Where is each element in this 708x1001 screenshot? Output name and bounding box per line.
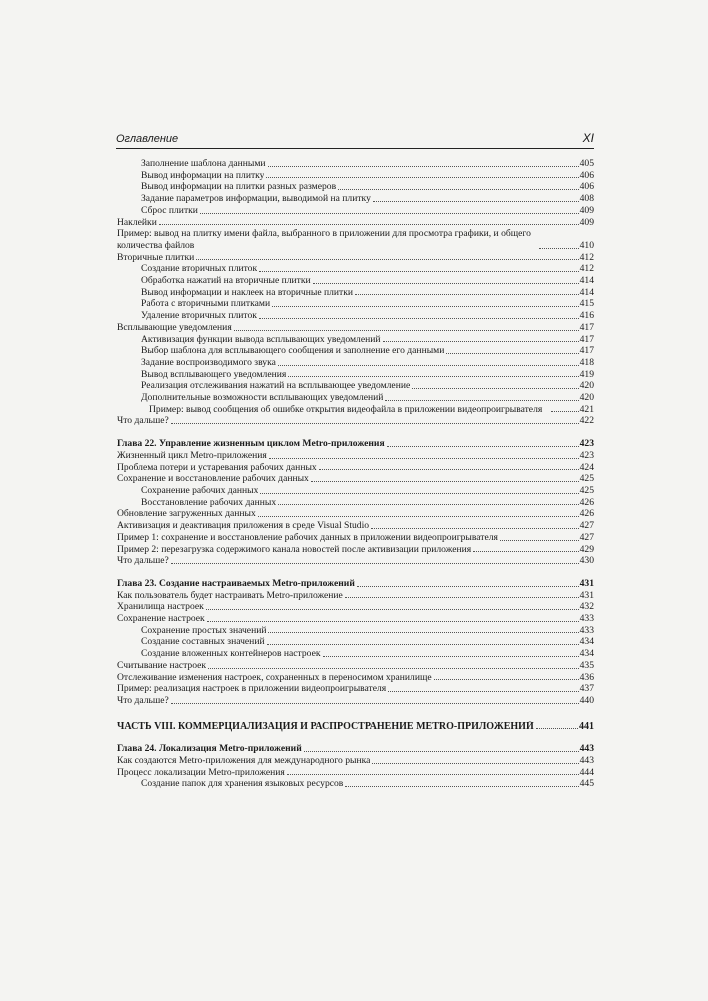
toc-entry-page: 409 — [579, 204, 594, 216]
dot-leader — [171, 423, 579, 424]
dot-leader — [388, 691, 578, 692]
toc-entry-page: 429 — [579, 543, 594, 555]
section-gap — [117, 427, 594, 438]
toc-entry — [117, 648, 594, 660]
toc-entry — [117, 310, 594, 322]
toc-entry-title: Работа с вторичными плитками — [141, 298, 271, 310]
dot-leader — [268, 166, 579, 167]
toc-entry-page: 417 — [579, 321, 594, 333]
toc-entry-title: Сохранение рабочих данных — [141, 484, 259, 496]
toc-entry — [117, 462, 594, 474]
toc-entry — [117, 636, 594, 648]
toc-entry-title: Пример: вывод на плитку имени файла, выбранного в приложении для просмотра графики, и общего количества файлов — [117, 228, 531, 251]
dot-leader — [159, 224, 579, 225]
dot-leader — [371, 528, 579, 529]
toc-entry-page: 424 — [579, 461, 594, 473]
dot-leader — [207, 621, 579, 622]
toc-entry — [117, 193, 594, 205]
toc-entry-title: Глава 24. Локализация Metro-приложений — [117, 743, 302, 755]
toc-entry-page: 431 — [579, 577, 594, 589]
dot-leader — [269, 458, 579, 459]
toc-entry-title: Сохранение простых значений — [141, 624, 267, 636]
dot-leader — [446, 353, 578, 354]
toc-chapter — [117, 578, 594, 590]
toc-entry-title: Как создаются Metro-приложения для международного рынка — [117, 755, 371, 767]
toc-entry-page: 420 — [579, 392, 594, 404]
toc-chapter — [117, 743, 594, 755]
toc-entry-title: Что дальше? — [117, 694, 169, 706]
toc-entry — [117, 275, 594, 287]
toc-entry — [117, 345, 594, 357]
toc-entry-title: Выбор шаблона для всплывающего сообщения и заполнение его данными — [141, 345, 445, 357]
toc-entry — [117, 170, 594, 182]
toc-entry — [117, 158, 594, 170]
toc-entry — [117, 508, 594, 520]
toc-entry — [117, 544, 594, 556]
section-title: Оглавление — [116, 133, 179, 145]
toc-entry-page: 423 — [579, 438, 594, 450]
toc-entry — [117, 660, 594, 672]
toc-entry — [117, 613, 594, 625]
toc-entry-page: 414 — [579, 275, 594, 287]
dot-leader — [268, 632, 578, 633]
toc-entry — [117, 252, 594, 264]
toc-entry-title: Проблема потери и устаревания рабочих данных — [117, 461, 317, 473]
dot-leader — [311, 481, 579, 482]
toc-entry-page: 444 — [579, 766, 594, 778]
toc-entry-title: Создание вложенных контейнеров настроек — [141, 648, 321, 660]
dot-leader — [323, 656, 579, 657]
toc-entry-page: 436 — [579, 671, 594, 683]
toc-entry-page: 408 — [579, 193, 594, 205]
toc-entry — [117, 485, 594, 497]
dot-leader — [355, 294, 579, 295]
dot-leader — [206, 609, 579, 610]
toc-entry-page: 426 — [579, 508, 594, 520]
dot-leader — [278, 365, 579, 366]
toc-entry-title: Вывод информации и наклеек на вторичные плитки — [141, 286, 354, 298]
toc-entry-page: 412 — [579, 263, 594, 275]
toc-entry-page: 431 — [579, 589, 594, 601]
toc-entry-page: 443 — [579, 755, 594, 767]
toc-entry-title: Задание воспроизводимого звука — [141, 356, 276, 368]
dot-leader — [288, 376, 578, 377]
toc-entry-title: Активизация и деактивация приложения в среде Visual Studio — [117, 520, 370, 532]
toc-entry — [117, 392, 594, 404]
toc-entry — [117, 778, 594, 790]
toc-entry — [117, 263, 594, 275]
toc-entry-title: Пример 1: сохранение и восстановление рабочих данных в приложении видеопроигрывателя — [117, 531, 498, 543]
toc-entry-title: Вывод всплывающего уведомления — [141, 368, 287, 380]
toc-entry-page: 427 — [579, 531, 594, 543]
dot-leader — [345, 597, 579, 598]
dot-leader — [536, 728, 578, 729]
dot-leader — [313, 283, 579, 284]
toc-entry-title: Отслеживание изменения настроек, сохраненных в переносимом хранилище — [117, 671, 432, 683]
toc-entry-page: 430 — [579, 555, 594, 567]
toc-entry-page: 409 — [579, 216, 594, 228]
dot-leader — [196, 259, 578, 260]
toc-entry-title: Пример 2: перезагрузка содержимого канала новостей после активизации приложения — [117, 543, 472, 555]
page-number: XI — [582, 131, 594, 145]
toc-entry-title: Хранилища настроек — [117, 601, 204, 613]
dot-leader — [338, 189, 578, 190]
dot-leader — [434, 679, 579, 680]
dot-leader — [387, 446, 579, 447]
toc-entry — [117, 497, 594, 509]
dot-leader — [272, 306, 579, 307]
toc-entry-title: Создание составных значений — [141, 636, 265, 648]
toc-chapter — [117, 438, 594, 450]
toc-entry-title: Глава 22. Управление жизненным циклом Metro-приложения — [117, 438, 385, 450]
dot-leader — [383, 341, 579, 342]
dot-leader — [373, 201, 579, 202]
dot-leader — [267, 644, 579, 645]
toc-entry-title: Наклейки — [117, 216, 157, 228]
toc-entry-title: Задание параметров информации, выводимой на плитку — [141, 193, 371, 205]
toc-entry — [117, 555, 594, 567]
dot-leader — [539, 248, 579, 249]
dot-leader — [412, 388, 578, 389]
dot-leader — [500, 540, 579, 541]
dot-leader — [171, 703, 579, 704]
toc-entry-title: Всплывающие уведомления — [117, 321, 232, 333]
toc-entry-page: 406 — [579, 169, 594, 181]
running-head — [116, 131, 594, 149]
toc-entry-page: 427 — [579, 520, 594, 532]
toc-entry-title: Сброс плитки — [141, 204, 198, 216]
toc-entry-title: Создание папок для хранения языковых ресурсов — [141, 778, 344, 790]
toc-entry-title: Вывод информации на плитки разных размеров — [141, 181, 337, 193]
toc-entry-title: Сохранение и восстановление рабочих данных — [117, 473, 309, 485]
toc-entry-title: Обновление загруженных данных — [117, 508, 256, 520]
dot-leader — [258, 516, 579, 517]
toc-entry-page: 433 — [579, 624, 594, 636]
toc-entry — [117, 767, 594, 779]
dot-leader — [266, 177, 578, 178]
toc-entry-page: 416 — [579, 310, 594, 322]
toc-part — [117, 721, 594, 733]
toc-entry-page: 437 — [579, 683, 594, 695]
toc-entry-page: 420 — [579, 380, 594, 392]
toc-entry — [117, 520, 594, 532]
toc-entry-page: 443 — [579, 743, 594, 755]
toc-entry-title: Процесс локализации Metro-приложения — [117, 766, 285, 778]
toc-entry-page: 414 — [579, 286, 594, 298]
toc-entry-title: Сохранение настроек — [117, 613, 205, 625]
toc-entry — [117, 217, 594, 229]
toc-entry-title: Вторичные плитки — [117, 251, 195, 263]
dot-leader — [200, 213, 579, 214]
toc-entry-title: Дополнительные возможности всплывающих уведомлений — [141, 392, 384, 404]
dot-leader — [234, 330, 579, 331]
toc-entry — [117, 287, 594, 299]
toc-entry-title: Обработка нажатий на вторичные плитки — [141, 275, 311, 287]
toc-entry — [117, 298, 594, 310]
dot-leader — [319, 469, 579, 470]
toc-entry-title: Восстановление рабочих данных — [141, 496, 277, 508]
section-gap — [117, 732, 594, 743]
toc-entry-page: 426 — [579, 496, 594, 508]
toc-entry — [117, 473, 594, 485]
toc-entry-page: 421 — [579, 403, 594, 415]
toc-entry-title: Вывод информации на плитку — [141, 169, 265, 181]
toc-entry — [117, 322, 594, 334]
toc-entry-page: 417 — [579, 345, 594, 357]
dot-leader — [259, 318, 579, 319]
dot-leader — [278, 504, 578, 505]
dot-leader — [357, 586, 579, 587]
toc-entry-page: 425 — [579, 484, 594, 496]
toc-entry-page: 445 — [579, 778, 594, 790]
toc-entry — [117, 683, 594, 695]
table-of-contents — [117, 158, 594, 790]
toc-entry-page: 418 — [579, 356, 594, 368]
toc-entry-page: 406 — [579, 181, 594, 193]
toc-entry-page: 422 — [579, 415, 594, 427]
dot-leader — [171, 563, 579, 564]
dot-leader — [304, 751, 579, 752]
toc-entry — [117, 601, 594, 613]
toc-entry-page: 423 — [579, 449, 594, 461]
toc-entry-page: 412 — [579, 251, 594, 263]
dot-leader — [385, 400, 578, 401]
toc-entry — [117, 205, 594, 217]
toc-entry-page: 441 — [579, 720, 594, 732]
dot-leader — [345, 786, 578, 787]
toc-entry-page: 415 — [579, 298, 594, 310]
dot-leader — [287, 774, 579, 775]
toc-entry-page: 433 — [579, 613, 594, 625]
toc-entry-title: Жизненный цикл Metro-приложения — [117, 449, 267, 461]
toc-entry — [117, 695, 594, 707]
toc-entry-title: Активизация функции вывода всплывающих уведомлений — [141, 333, 381, 345]
toc-entry-page: 410 — [579, 239, 594, 251]
dot-leader — [208, 668, 579, 669]
toc-entry — [117, 228, 594, 251]
toc-entry — [117, 357, 594, 369]
dot-leader — [551, 411, 579, 412]
toc-entry-title: Заполнение шаблона данными — [141, 158, 266, 169]
dot-leader — [473, 551, 578, 552]
toc-entry — [117, 532, 594, 544]
toc-entry-page: 417 — [579, 333, 594, 345]
toc-entry-title: Как пользователь будет настраивать Metro-приложение — [117, 589, 343, 601]
toc-entry-title: Что дальше? — [117, 415, 169, 427]
toc-entry-page: 434 — [579, 636, 594, 648]
toc-entry-page: 435 — [579, 659, 594, 671]
toc-entry-page: 405 — [579, 158, 594, 169]
toc-entry — [117, 404, 594, 416]
toc-entry — [117, 380, 594, 392]
section-gap — [117, 707, 594, 721]
dot-leader — [260, 493, 578, 494]
toc-entry-title: Удаление вторичных плиток — [141, 310, 257, 322]
toc-entry — [117, 181, 594, 193]
toc-entry — [117, 369, 594, 381]
toc-entry-title: Считывание настроек — [117, 659, 207, 671]
toc-entry — [117, 590, 594, 602]
toc-entry-page: 434 — [579, 648, 594, 660]
toc-entry — [117, 672, 594, 684]
toc-entry-title: Создание вторичных плиток — [141, 263, 258, 275]
toc-entry-title: ЧАСТЬ VIII. КОММЕРЦИАЛИЗАЦИЯ И РАСПРОСТРАНЕНИЕ METRO-ПРИЛОЖЕНИЙ — [117, 720, 534, 732]
toc-entry-title: Реализация отслеживания нажатий на всплывающее уведомление — [141, 380, 411, 392]
toc-entry — [117, 450, 594, 462]
toc-entry — [117, 625, 594, 637]
toc-entry-title: Пример: реализация настроек в приложении видеопроигрывателя — [117, 683, 387, 695]
toc-entry-page: 440 — [579, 694, 594, 706]
toc-entry — [117, 334, 594, 346]
toc-entry — [117, 755, 594, 767]
toc-entry-title: Глава 23. Создание настраиваемых Metro-приложений — [117, 577, 355, 589]
section-gap — [117, 567, 594, 578]
dot-leader — [259, 271, 578, 272]
toc-entry-title: Пример: вывод сообщения об ошибке открытия видеофайла в приложении видеопроигрывателя — [149, 403, 543, 415]
toc-entry-title: Что дальше? — [117, 555, 169, 567]
dot-leader — [372, 763, 578, 764]
toc-entry-page: 432 — [579, 601, 594, 613]
toc-entry-page: 425 — [579, 473, 594, 485]
toc-entry-page: 419 — [579, 368, 594, 380]
toc-entry — [117, 415, 594, 427]
